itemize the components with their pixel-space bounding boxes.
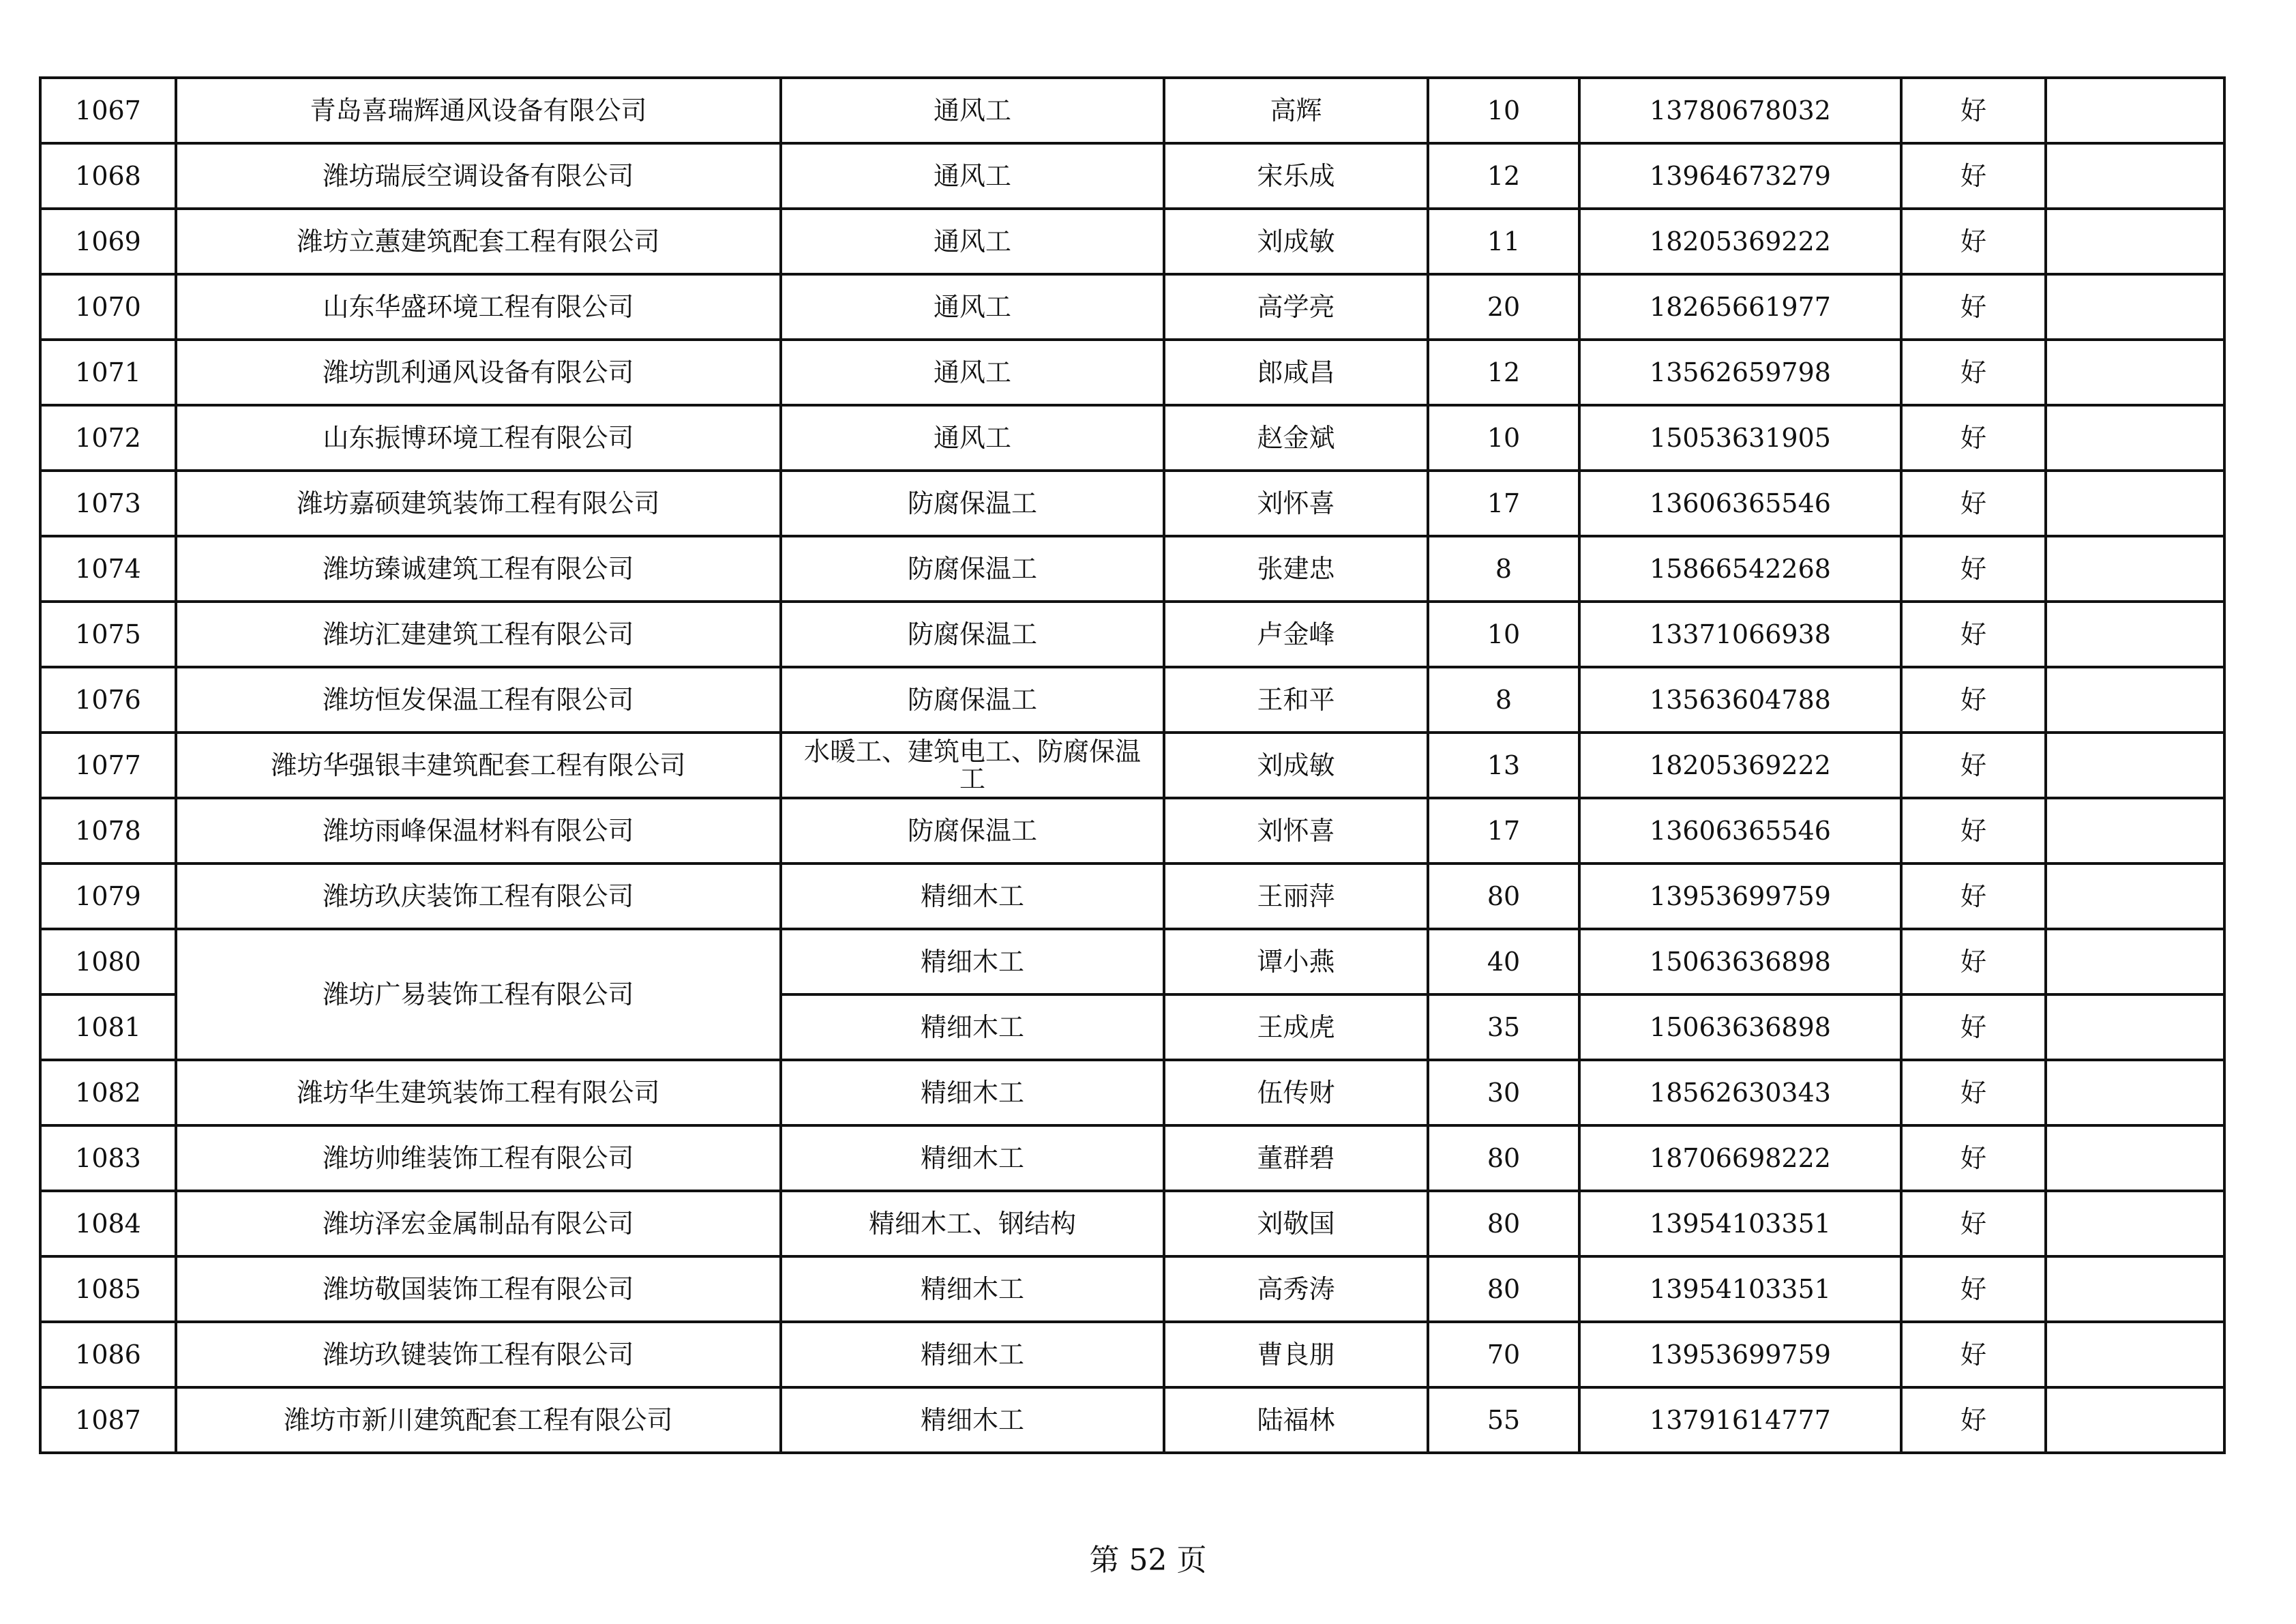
cell-phone: 13562659798	[1579, 340, 1901, 405]
cell-company: 青岛喜瑞辉通风设备有限公司	[176, 78, 781, 143]
table-row	[40, 929, 2224, 994]
table-row	[40, 340, 2224, 405]
table-row	[40, 143, 2224, 209]
cell-contact: 刘成敏	[1164, 209, 1428, 274]
cell-contact: 刘怀喜	[1164, 798, 1428, 863]
cell-count: 17	[1428, 471, 1579, 536]
cell-number: 1077	[40, 733, 176, 798]
cell-note	[2046, 340, 2224, 405]
cell-trade: 防腐保温工	[781, 667, 1164, 733]
cell-rating: 好	[1901, 1125, 2046, 1191]
cell-number: 1070	[40, 274, 176, 340]
cell-phone: 15063636898	[1579, 994, 1901, 1060]
cell-phone: 13606365546	[1579, 471, 1901, 536]
cell-number: 1076	[40, 667, 176, 733]
cell-note	[2046, 143, 2224, 209]
table-row	[40, 536, 2224, 602]
cell-number: 1072	[40, 405, 176, 471]
cell-note	[2046, 994, 2224, 1060]
cell-count: 13	[1428, 733, 1579, 798]
cell-number: 1068	[40, 143, 176, 209]
cell-company: 潍坊嘉硕建筑装饰工程有限公司	[176, 471, 781, 536]
cell-note	[2046, 733, 2224, 798]
cell-rating: 好	[1901, 471, 2046, 536]
cell-trade: 通风工	[781, 143, 1164, 209]
cell-count: 12	[1428, 143, 1579, 209]
table-row	[40, 1125, 2224, 1191]
cell-number: 1079	[40, 863, 176, 929]
cell-count: 12	[1428, 340, 1579, 405]
cell-contact: 王成虎	[1164, 994, 1428, 1060]
cell-number: 1078	[40, 798, 176, 863]
cell-note	[2046, 274, 2224, 340]
cell-company: 潍坊广易装饰工程有限公司	[176, 929, 781, 1060]
page-number: 第 52 页	[1089, 1543, 1207, 1578]
cell-count: 80	[1428, 863, 1579, 929]
cell-number: 1074	[40, 536, 176, 602]
cell-rating: 好	[1901, 863, 2046, 929]
table-row	[40, 274, 2224, 340]
cell-count: 10	[1428, 78, 1579, 143]
cell-number: 1081	[40, 994, 176, 1060]
cell-phone: 18205369222	[1579, 209, 1901, 274]
cell-number: 1073	[40, 471, 176, 536]
cell-phone: 13954103351	[1579, 1191, 1901, 1256]
cell-contact: 王丽萍	[1164, 863, 1428, 929]
cell-count: 20	[1428, 274, 1579, 340]
cell-count: 8	[1428, 536, 1579, 602]
cell-trade: 精细木工	[781, 1322, 1164, 1387]
cell-rating: 好	[1901, 340, 2046, 405]
cell-rating: 好	[1901, 733, 2046, 798]
cell-phone: 18205369222	[1579, 733, 1901, 798]
cell-contact: 赵金斌	[1164, 405, 1428, 471]
cell-company: 潍坊雨峰保温材料有限公司	[176, 798, 781, 863]
cell-company: 潍坊玖键装饰工程有限公司	[176, 1322, 781, 1387]
cell-rating: 好	[1901, 143, 2046, 209]
cell-count: 8	[1428, 667, 1579, 733]
cell-company: 潍坊立蕙建筑配套工程有限公司	[176, 209, 781, 274]
cell-count: 10	[1428, 405, 1579, 471]
cell-rating: 好	[1901, 667, 2046, 733]
cell-rating: 好	[1901, 994, 2046, 1060]
cell-trade: 通风工	[781, 78, 1164, 143]
cell-note	[2046, 667, 2224, 733]
cell-phone: 15063636898	[1579, 929, 1901, 994]
cell-trade: 水暖工、建筑电工、防腐保温工	[781, 733, 1164, 798]
cell-contact: 高辉	[1164, 78, 1428, 143]
cell-phone: 13953699759	[1579, 1322, 1901, 1387]
cell-company: 潍坊华强银丰建筑配套工程有限公司	[176, 733, 781, 798]
cell-trade: 精细木工	[781, 929, 1164, 994]
cell-number: 1084	[40, 1191, 176, 1256]
cell-number: 1067	[40, 78, 176, 143]
cell-phone: 13791614777	[1579, 1387, 1901, 1453]
cell-rating: 好	[1901, 405, 2046, 471]
cell-contact: 郎咸昌	[1164, 340, 1428, 405]
table-row	[40, 1256, 2224, 1322]
company-table	[39, 76, 2226, 1454]
cell-number: 1071	[40, 340, 176, 405]
cell-count: 30	[1428, 1060, 1579, 1125]
cell-contact: 董群碧	[1164, 1125, 1428, 1191]
cell-contact: 卢金峰	[1164, 602, 1428, 667]
cell-note	[2046, 536, 2224, 602]
cell-phone: 13953699759	[1579, 863, 1901, 929]
cell-note	[2046, 798, 2224, 863]
cell-note	[2046, 1125, 2224, 1191]
cell-rating: 好	[1901, 78, 2046, 143]
cell-rating: 好	[1901, 1322, 2046, 1387]
cell-trade: 精细木工	[781, 1060, 1164, 1125]
cell-company: 潍坊华生建筑装饰工程有限公司	[176, 1060, 781, 1125]
cell-trade: 防腐保温工	[781, 602, 1164, 667]
cell-count: 40	[1428, 929, 1579, 994]
cell-trade: 精细木工	[781, 1387, 1164, 1453]
cell-trade: 通风工	[781, 209, 1164, 274]
table-row	[40, 798, 2224, 863]
cell-trade: 精细木工	[781, 994, 1164, 1060]
table-row	[40, 471, 2224, 536]
cell-trade: 防腐保温工	[781, 798, 1164, 863]
cell-phone: 13954103351	[1579, 1256, 1901, 1322]
cell-note	[2046, 1256, 2224, 1322]
cell-contact: 曹良朋	[1164, 1322, 1428, 1387]
cell-note	[2046, 602, 2224, 667]
cell-contact: 陆福林	[1164, 1387, 1428, 1453]
cell-phone: 13371066938	[1579, 602, 1901, 667]
table-row	[40, 78, 2224, 143]
cell-rating: 好	[1901, 209, 2046, 274]
table-row	[40, 602, 2224, 667]
cell-company: 潍坊汇建建筑工程有限公司	[176, 602, 781, 667]
cell-contact: 伍传财	[1164, 1060, 1428, 1125]
cell-contact: 谭小燕	[1164, 929, 1428, 994]
cell-trade: 通风工	[781, 274, 1164, 340]
cell-phone: 18265661977	[1579, 274, 1901, 340]
table-row	[40, 1387, 2224, 1453]
cell-number: 1082	[40, 1060, 176, 1125]
cell-contact: 宋乐成	[1164, 143, 1428, 209]
cell-rating: 好	[1901, 274, 2046, 340]
cell-count: 80	[1428, 1191, 1579, 1256]
cell-note	[2046, 405, 2224, 471]
cell-number: 1085	[40, 1256, 176, 1322]
cell-trade: 防腐保温工	[781, 471, 1164, 536]
cell-note	[2046, 863, 2224, 929]
cell-company: 山东振博环境工程有限公司	[176, 405, 781, 471]
cell-company: 潍坊敬国装饰工程有限公司	[176, 1256, 781, 1322]
table-row	[40, 209, 2224, 274]
cell-number: 1083	[40, 1125, 176, 1191]
cell-trade: 精细木工	[781, 1256, 1164, 1322]
cell-number: 1087	[40, 1387, 176, 1453]
table-body	[40, 78, 2224, 1453]
cell-phone: 13964673279	[1579, 143, 1901, 209]
cell-note	[2046, 78, 2224, 143]
cell-contact: 刘怀喜	[1164, 471, 1428, 536]
cell-phone: 13563604788	[1579, 667, 1901, 733]
cell-count: 35	[1428, 994, 1579, 1060]
table-row	[40, 1322, 2224, 1387]
cell-rating: 好	[1901, 798, 2046, 863]
cell-company: 山东华盛环境工程有限公司	[176, 274, 781, 340]
table-row	[40, 733, 2224, 798]
cell-note	[2046, 1387, 2224, 1453]
cell-contact: 高学亮	[1164, 274, 1428, 340]
cell-phone: 18706698222	[1579, 1125, 1901, 1191]
cell-count: 55	[1428, 1387, 1579, 1453]
cell-company: 潍坊市新川建筑配套工程有限公司	[176, 1387, 781, 1453]
cell-number: 1069	[40, 209, 176, 274]
cell-company: 潍坊瑞辰空调设备有限公司	[176, 143, 781, 209]
cell-phone: 15053631905	[1579, 405, 1901, 471]
cell-rating: 好	[1901, 1191, 2046, 1256]
cell-company: 潍坊臻诚建筑工程有限公司	[176, 536, 781, 602]
table-row	[40, 1191, 2224, 1256]
table-row	[40, 405, 2224, 471]
cell-trade: 精细木工	[781, 1125, 1164, 1191]
cell-count: 80	[1428, 1125, 1579, 1191]
cell-note	[2046, 209, 2224, 274]
cell-note	[2046, 1191, 2224, 1256]
cell-count: 70	[1428, 1322, 1579, 1387]
cell-count: 10	[1428, 602, 1579, 667]
cell-note	[2046, 1322, 2224, 1387]
cell-company: 潍坊凯利通风设备有限公司	[176, 340, 781, 405]
cell-phone: 13780678032	[1579, 78, 1901, 143]
cell-company: 潍坊恒发保温工程有限公司	[176, 667, 781, 733]
table-row	[40, 863, 2224, 929]
table-row	[40, 1060, 2224, 1125]
cell-number: 1075	[40, 602, 176, 667]
cell-rating: 好	[1901, 1256, 2046, 1322]
cell-trade: 防腐保温工	[781, 536, 1164, 602]
cell-count: 80	[1428, 1256, 1579, 1322]
cell-trade: 精细木工	[781, 863, 1164, 929]
cell-contact: 刘成敏	[1164, 733, 1428, 798]
cell-trade: 通风工	[781, 340, 1164, 405]
cell-rating: 好	[1901, 1387, 2046, 1453]
cell-company: 潍坊玖庆装饰工程有限公司	[176, 863, 781, 929]
cell-company: 潍坊帅维装饰工程有限公司	[176, 1125, 781, 1191]
cell-rating: 好	[1901, 1060, 2046, 1125]
cell-rating: 好	[1901, 929, 2046, 994]
cell-company: 潍坊泽宏金属制品有限公司	[176, 1191, 781, 1256]
cell-note	[2046, 471, 2224, 536]
cell-phone: 13606365546	[1579, 798, 1901, 863]
cell-note	[2046, 929, 2224, 994]
cell-count: 11	[1428, 209, 1579, 274]
cell-number: 1086	[40, 1322, 176, 1387]
cell-note	[2046, 1060, 2224, 1125]
cell-trade: 通风工	[781, 405, 1164, 471]
cell-contact: 张建忠	[1164, 536, 1428, 602]
cell-phone: 18562630343	[1579, 1060, 1901, 1125]
cell-trade: 精细木工、钢结构	[781, 1191, 1164, 1256]
cell-rating: 好	[1901, 602, 2046, 667]
cell-number: 1080	[40, 929, 176, 994]
table-row	[40, 667, 2224, 733]
cell-contact: 王和平	[1164, 667, 1428, 733]
cell-rating: 好	[1901, 536, 2046, 602]
cell-phone: 15866542268	[1579, 536, 1901, 602]
cell-contact: 高秀涛	[1164, 1256, 1428, 1322]
cell-contact: 刘敬国	[1164, 1191, 1428, 1256]
cell-count: 17	[1428, 798, 1579, 863]
